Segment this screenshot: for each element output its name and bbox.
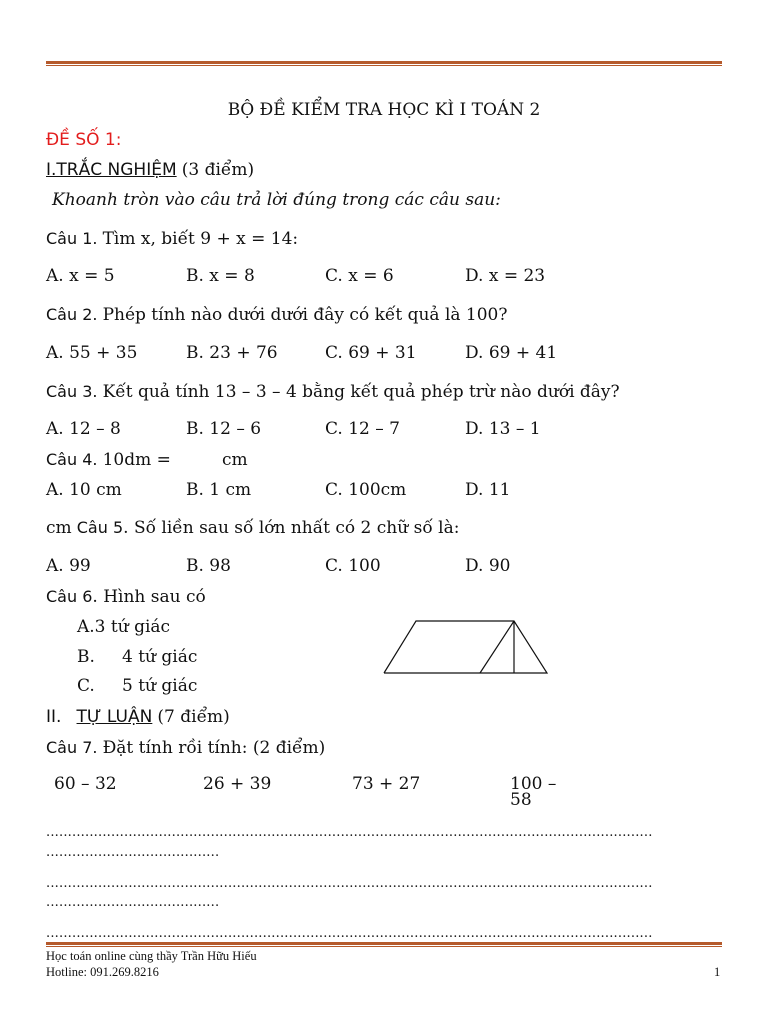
answer-line: ........................................	[46, 845, 220, 860]
question-label: Câu 2.	[46, 305, 98, 324]
answer-line: ........................................	[46, 895, 220, 910]
option-b-text: 4 tứ giác	[122, 647, 198, 667]
option-d: D. 13 – 1	[465, 419, 541, 439]
option-b: B. x = 8	[186, 266, 255, 286]
question-label: Câu 4.	[46, 450, 98, 469]
question-text: . Hình sau có	[92, 587, 206, 607]
question-1	[46, 229, 298, 249]
option-d: D. 11	[465, 480, 511, 500]
question-label: Câu 7.	[46, 738, 98, 757]
part1-title: I.TRẮC NGHIỆM	[46, 160, 177, 180]
option-c: C. x = 6	[325, 266, 394, 286]
part1-heading	[46, 160, 254, 180]
trapezoid-figure	[380, 615, 552, 677]
question-4	[46, 450, 171, 470]
answer-line: ............................................................................................................................................	[46, 926, 653, 938]
question-3	[46, 382, 620, 402]
footer-hotline: Hotline: 091.269.8216	[46, 965, 159, 979]
option-b: B. 23 + 76	[186, 343, 278, 363]
option-a: A. 99	[46, 556, 91, 576]
option-b: B. 98	[186, 556, 231, 576]
option-b: B. 12 – 6	[186, 419, 262, 439]
answer-line: ............................................................................................................................................	[46, 825, 653, 840]
question-label: Câu 1.	[46, 229, 98, 248]
question-text: Phép tính nào dưới dưới đây có kết quả là 100?	[102, 305, 508, 325]
option-d: D. x = 23	[465, 266, 546, 286]
option-a: A. 55 + 35	[46, 343, 138, 363]
question-5	[46, 518, 459, 538]
question-prefix: cm	[46, 518, 72, 538]
question-4-unit: cm	[222, 450, 248, 470]
part2-title: TỰ LUẬN	[76, 707, 153, 727]
option-c: C. 69 + 31	[325, 343, 417, 363]
top-divider	[46, 61, 722, 66]
part2-heading	[46, 707, 230, 727]
figure-outline	[384, 621, 547, 673]
expression-3: 73 + 27	[352, 774, 421, 794]
option-d: D. 90	[465, 556, 511, 576]
answer-line: ............................................................................................................................................	[46, 876, 653, 891]
question-text: Kết quả tính 13 – 3 – 4 bằng kết quả phép trừ nào dưới đây?	[102, 382, 620, 402]
expression-2: 26 + 39	[203, 774, 272, 794]
option-b: B. 1 cm	[186, 480, 252, 500]
part1-instruction: Khoanh tròn vào câu trả lời đúng trong các câu sau:	[52, 190, 501, 210]
option-c: C. 100cm	[325, 480, 407, 500]
expression-1: 60 – 32	[54, 774, 117, 794]
option-c-letter: C.	[77, 676, 95, 696]
option-c-text: 5 tứ giác	[122, 676, 198, 696]
option-a: A. 12 – 8	[46, 419, 121, 439]
question-text: 10dm =	[102, 450, 171, 470]
footer-teacher: Học toán online cùng thầy Trần Hữu Hiếu	[46, 949, 257, 963]
question-6	[46, 587, 206, 607]
page-number: 1	[714, 965, 721, 979]
question-label: Câu 5	[76, 518, 124, 537]
part1-points: (3 điểm)	[181, 160, 255, 180]
question-label: Câu 3.	[46, 382, 98, 401]
option-b-letter: B.	[77, 647, 95, 667]
question-text: Đặt tính rồi tính: (2 điểm)	[102, 738, 326, 758]
expression-4-line2: 58	[510, 790, 532, 810]
part2-number: II.	[46, 707, 62, 727]
question-text: . Số liền sau số lớn nhất có 2 chữ số là:	[123, 518, 460, 538]
option-a: A.3 tứ giác	[77, 617, 171, 637]
question-2	[46, 305, 508, 325]
part2-points: (7 điểm)	[157, 707, 230, 727]
option-a: A. x = 5	[46, 266, 115, 286]
question-text: Tìm x, biết 9 + x = 14:	[102, 229, 299, 249]
option-c: C. 100	[325, 556, 381, 576]
expression-4-line1: 100 –	[510, 774, 557, 794]
figure-diagonal	[480, 621, 514, 673]
exam-number: ĐỀ SỐ 1:	[46, 130, 122, 150]
option-a: A. 10 cm	[46, 480, 122, 500]
option-c: C. 12 – 7	[325, 419, 400, 439]
page-title: BỘ ĐỀ KIỂM TRA HỌC KÌ I TOÁN 2	[227, 100, 541, 120]
question-label: Câu 6	[46, 587, 93, 606]
option-d: D. 69 + 41	[465, 343, 558, 363]
question-7	[46, 738, 325, 758]
bottom-divider	[46, 942, 722, 947]
